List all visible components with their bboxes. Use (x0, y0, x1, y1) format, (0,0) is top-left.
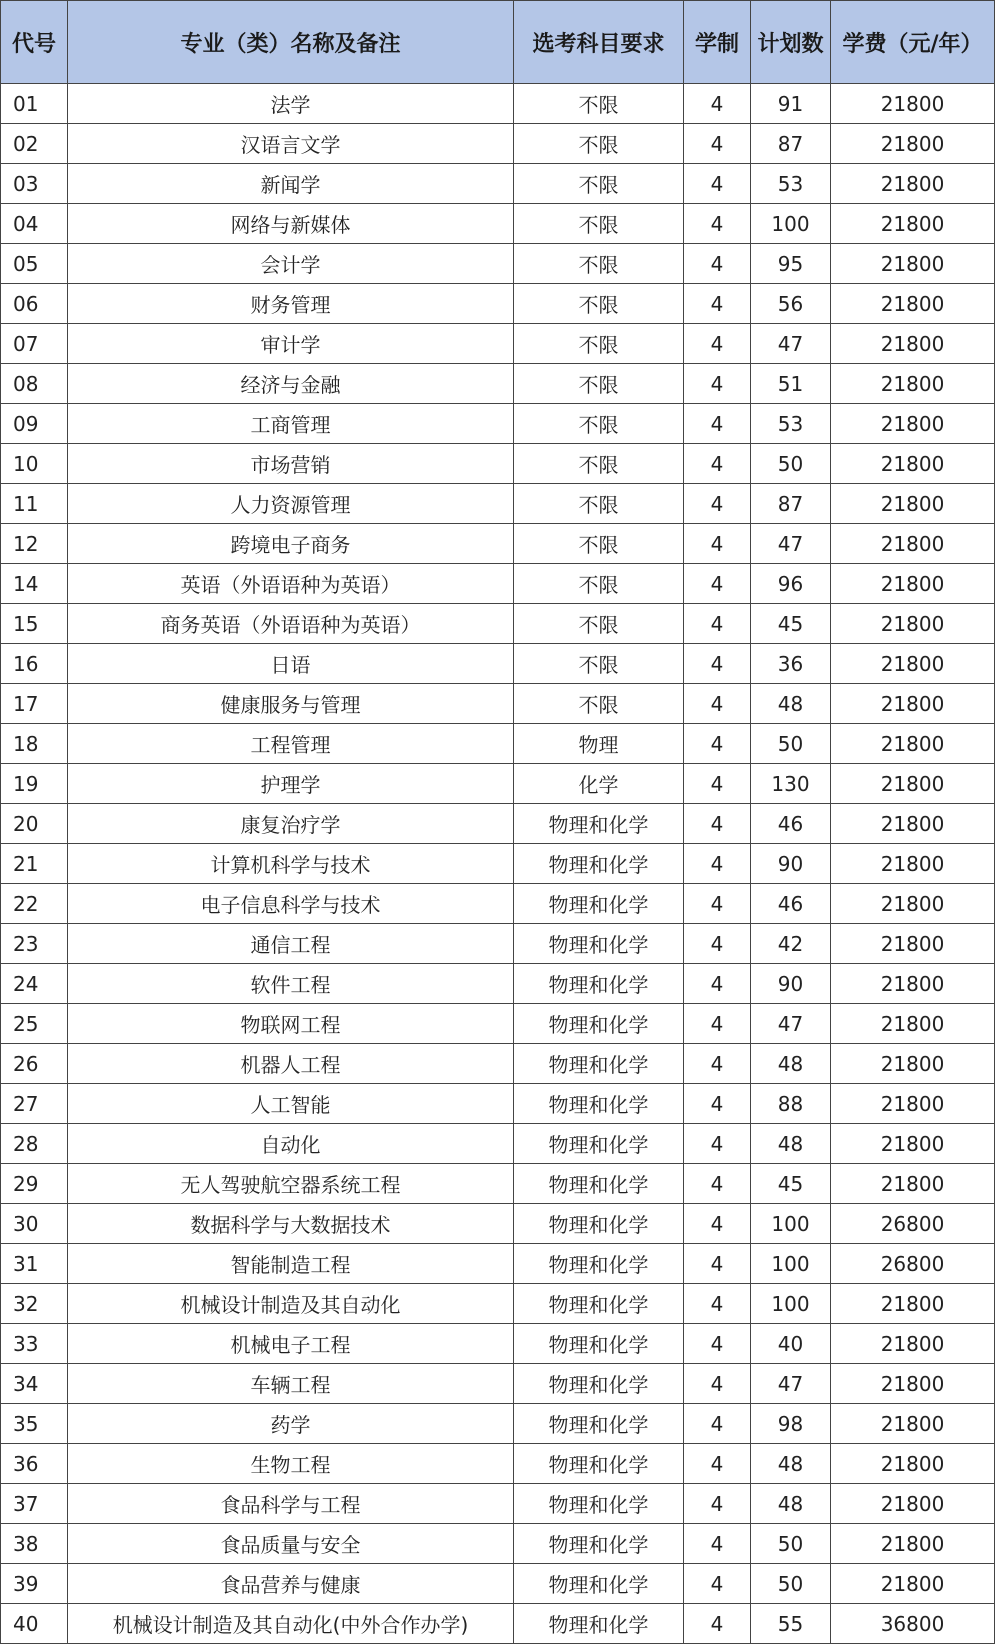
table-row (1, 204, 995, 244)
tuition-cell: 21800 (831, 524, 995, 564)
subject-requirement-cell: 物理和化学 (514, 804, 684, 844)
code-cell: 37 (1, 1484, 68, 1524)
header-tuition: 学费（元/年） (831, 1, 995, 84)
tuition-cell: 21800 (831, 124, 995, 164)
duration-cell: 4 (684, 684, 751, 724)
table-row (1, 1004, 995, 1044)
major-name-cell: 车辆工程 (68, 1364, 514, 1404)
tuition-cell: 21800 (831, 724, 995, 764)
subject-requirement-cell: 不限 (514, 644, 684, 684)
major-name-cell: 物联网工程 (68, 1004, 514, 1044)
subject-requirement-cell: 物理和化学 (514, 1524, 684, 1564)
duration-cell: 4 (684, 164, 751, 204)
tuition-cell: 21800 (831, 404, 995, 444)
tuition-cell: 21800 (831, 964, 995, 1004)
table-row (1, 964, 995, 1004)
subject-requirement-cell: 化学 (514, 764, 684, 804)
table-row (1, 1604, 995, 1644)
tuition-cell: 21800 (831, 284, 995, 324)
subject-requirement-cell: 不限 (514, 564, 684, 604)
major-name-cell: 数据科学与大数据技术 (68, 1204, 514, 1244)
duration-cell: 4 (684, 1124, 751, 1164)
plan-count-cell: 53 (751, 164, 831, 204)
duration-cell: 4 (684, 1084, 751, 1124)
plan-count-cell: 91 (751, 84, 831, 124)
tuition-cell: 21800 (831, 444, 995, 484)
duration-cell: 4 (684, 724, 751, 764)
duration-cell: 4 (684, 764, 751, 804)
plan-count-cell: 96 (751, 564, 831, 604)
subject-requirement-cell: 不限 (514, 284, 684, 324)
code-cell: 28 (1, 1124, 68, 1164)
duration-cell: 4 (684, 964, 751, 1004)
subject-requirement-cell: 物理和化学 (514, 1484, 684, 1524)
subject-requirement-cell: 不限 (514, 524, 684, 564)
major-name-cell: 商务英语（外语语种为英语） (68, 604, 514, 644)
code-cell: 21 (1, 844, 68, 884)
code-cell: 03 (1, 164, 68, 204)
major-name-cell: 智能制造工程 (68, 1244, 514, 1284)
code-cell: 32 (1, 1284, 68, 1324)
code-cell: 31 (1, 1244, 68, 1284)
table-row (1, 884, 995, 924)
plan-count-cell: 47 (751, 524, 831, 564)
plan-count-cell: 98 (751, 1404, 831, 1444)
tuition-cell: 21800 (831, 924, 995, 964)
code-cell: 26 (1, 1044, 68, 1084)
plan-count-cell: 100 (751, 1204, 831, 1244)
subject-requirement-cell: 物理和化学 (514, 1364, 684, 1404)
major-name-cell: 汉语言文学 (68, 124, 514, 164)
code-cell: 15 (1, 604, 68, 644)
major-name-cell: 财务管理 (68, 284, 514, 324)
plan-count-cell: 95 (751, 244, 831, 284)
table-row (1, 764, 995, 804)
major-name-cell: 机械电子工程 (68, 1324, 514, 1364)
tuition-cell: 26800 (831, 1244, 995, 1284)
plan-count-cell: 87 (751, 484, 831, 524)
major-name-cell: 法学 (68, 84, 514, 124)
plan-count-cell: 51 (751, 364, 831, 404)
table-row (1, 1364, 995, 1404)
duration-cell: 4 (684, 1044, 751, 1084)
plan-count-cell: 47 (751, 1004, 831, 1044)
duration-cell: 4 (684, 1284, 751, 1324)
table-row (1, 484, 995, 524)
plan-count-cell: 48 (751, 1124, 831, 1164)
duration-cell: 4 (684, 364, 751, 404)
duration-cell: 4 (684, 844, 751, 884)
tuition-cell: 21800 (831, 804, 995, 844)
subject-requirement-cell: 物理和化学 (514, 964, 684, 1004)
table-body (1, 84, 995, 1644)
tuition-cell: 21800 (831, 1044, 995, 1084)
plan-count-cell: 40 (751, 1324, 831, 1364)
subject-requirement-cell: 不限 (514, 324, 684, 364)
plan-count-cell: 45 (751, 1164, 831, 1204)
duration-cell: 4 (684, 804, 751, 844)
major-name-cell: 人力资源管理 (68, 484, 514, 524)
tuition-cell: 21800 (831, 764, 995, 804)
header-row (1, 1, 995, 84)
plan-count-cell: 48 (751, 684, 831, 724)
table-row (1, 1044, 995, 1084)
major-name-cell: 机械设计制造及其自动化 (68, 1284, 514, 1324)
duration-cell: 4 (684, 644, 751, 684)
plan-count-cell: 55 (751, 1604, 831, 1644)
major-name-cell: 软件工程 (68, 964, 514, 1004)
major-name-cell: 经济与金融 (68, 364, 514, 404)
subject-requirement-cell: 物理和化学 (514, 1604, 684, 1644)
duration-cell: 4 (684, 444, 751, 484)
table-row (1, 1124, 995, 1164)
subject-requirement-cell: 不限 (514, 404, 684, 444)
table-row (1, 1564, 995, 1604)
duration-cell: 4 (684, 604, 751, 644)
tuition-cell: 21800 (831, 604, 995, 644)
table-row (1, 1324, 995, 1364)
duration-cell: 4 (684, 884, 751, 924)
subject-requirement-cell: 不限 (514, 364, 684, 404)
tuition-cell: 21800 (831, 1004, 995, 1044)
table-row (1, 1084, 995, 1124)
table-row (1, 604, 995, 644)
code-cell: 06 (1, 284, 68, 324)
tuition-cell: 21800 (831, 484, 995, 524)
duration-cell: 4 (684, 924, 751, 964)
tuition-cell: 21800 (831, 364, 995, 404)
table-row (1, 924, 995, 964)
table-row (1, 1404, 995, 1444)
subject-requirement-cell: 不限 (514, 244, 684, 284)
code-cell: 20 (1, 804, 68, 844)
tuition-cell: 21800 (831, 1404, 995, 1444)
table-row (1, 324, 995, 364)
table-row (1, 564, 995, 604)
subject-requirement-cell: 物理和化学 (514, 1324, 684, 1364)
duration-cell: 4 (684, 524, 751, 564)
header-duration: 学制 (684, 1, 751, 84)
plan-count-cell: 46 (751, 884, 831, 924)
tuition-cell: 21800 (831, 204, 995, 244)
tuition-cell: 21800 (831, 1124, 995, 1164)
subject-requirement-cell: 物理和化学 (514, 1244, 684, 1284)
subject-requirement-cell: 物理和化学 (514, 884, 684, 924)
duration-cell: 4 (684, 1404, 751, 1444)
duration-cell: 4 (684, 1204, 751, 1244)
duration-cell: 4 (684, 1604, 751, 1644)
subject-requirement-cell: 不限 (514, 444, 684, 484)
plan-count-cell: 48 (751, 1484, 831, 1524)
code-cell: 12 (1, 524, 68, 564)
code-cell: 11 (1, 484, 68, 524)
tuition-cell: 21800 (831, 1164, 995, 1204)
subject-requirement-cell: 不限 (514, 604, 684, 644)
header-plan-count: 计划数 (751, 1, 831, 84)
header-code: 代号 (1, 1, 68, 84)
subject-requirement-cell: 不限 (514, 84, 684, 124)
plan-count-cell: 36 (751, 644, 831, 684)
table-row (1, 524, 995, 564)
duration-cell: 4 (684, 84, 751, 124)
code-cell: 35 (1, 1404, 68, 1444)
duration-cell: 4 (684, 1244, 751, 1284)
table-row (1, 124, 995, 164)
code-cell: 30 (1, 1204, 68, 1244)
duration-cell: 4 (684, 564, 751, 604)
tuition-cell: 21800 (831, 1324, 995, 1364)
tuition-cell: 21800 (831, 1364, 995, 1404)
duration-cell: 4 (684, 1484, 751, 1524)
major-name-cell: 机器人工程 (68, 1044, 514, 1084)
code-cell: 22 (1, 884, 68, 924)
subject-requirement-cell: 物理和化学 (514, 924, 684, 964)
major-name-cell: 人工智能 (68, 1084, 514, 1124)
code-cell: 05 (1, 244, 68, 284)
duration-cell: 4 (684, 1324, 751, 1364)
table-row (1, 444, 995, 484)
major-name-cell: 食品营养与健康 (68, 1564, 514, 1604)
code-cell: 18 (1, 724, 68, 764)
duration-cell: 4 (684, 284, 751, 324)
table-row (1, 644, 995, 684)
tuition-cell: 21800 (831, 644, 995, 684)
major-name-cell: 网络与新媒体 (68, 204, 514, 244)
tuition-cell: 21800 (831, 884, 995, 924)
tuition-cell: 36800 (831, 1604, 995, 1644)
duration-cell: 4 (684, 1164, 751, 1204)
code-cell: 27 (1, 1084, 68, 1124)
duration-cell: 4 (684, 204, 751, 244)
table-row (1, 804, 995, 844)
tuition-cell: 21800 (831, 844, 995, 884)
major-name-cell: 市场营销 (68, 444, 514, 484)
code-cell: 38 (1, 1524, 68, 1564)
code-cell: 25 (1, 1004, 68, 1044)
tuition-cell: 21800 (831, 1524, 995, 1564)
major-name-cell: 工程管理 (68, 724, 514, 764)
code-cell: 01 (1, 84, 68, 124)
major-name-cell: 审计学 (68, 324, 514, 364)
subject-requirement-cell: 物理和化学 (514, 1164, 684, 1204)
major-name-cell: 机械设计制造及其自动化(中外合作办学) (68, 1604, 514, 1644)
major-name-cell: 跨境电子商务 (68, 524, 514, 564)
duration-cell: 4 (684, 1364, 751, 1404)
tuition-cell: 21800 (831, 164, 995, 204)
table-row (1, 84, 995, 124)
subject-requirement-cell: 物理和化学 (514, 1564, 684, 1604)
major-name-cell: 日语 (68, 644, 514, 684)
major-name-cell: 通信工程 (68, 924, 514, 964)
tuition-cell: 21800 (831, 324, 995, 364)
plan-count-cell: 90 (751, 964, 831, 1004)
duration-cell: 4 (684, 1004, 751, 1044)
plan-count-cell: 53 (751, 404, 831, 444)
plan-count-cell: 47 (751, 1364, 831, 1404)
major-name-cell: 电子信息科学与技术 (68, 884, 514, 924)
table-row (1, 724, 995, 764)
subject-requirement-cell: 物理 (514, 724, 684, 764)
code-cell: 24 (1, 964, 68, 1004)
plan-count-cell: 56 (751, 284, 831, 324)
code-cell: 02 (1, 124, 68, 164)
subject-requirement-cell: 物理和化学 (514, 1404, 684, 1444)
plan-count-cell: 90 (751, 844, 831, 884)
code-cell: 08 (1, 364, 68, 404)
major-name-cell: 药学 (68, 1404, 514, 1444)
duration-cell: 4 (684, 1564, 751, 1604)
table-row (1, 364, 995, 404)
plan-count-cell: 46 (751, 804, 831, 844)
tuition-cell: 21800 (831, 1564, 995, 1604)
major-name-cell: 康复治疗学 (68, 804, 514, 844)
code-cell: 29 (1, 1164, 68, 1204)
major-name-cell: 健康服务与管理 (68, 684, 514, 724)
table-row (1, 1164, 995, 1204)
code-cell: 04 (1, 204, 68, 244)
code-cell: 39 (1, 1564, 68, 1604)
plan-count-cell: 45 (751, 604, 831, 644)
tuition-cell: 21800 (831, 244, 995, 284)
code-cell: 36 (1, 1444, 68, 1484)
duration-cell: 4 (684, 244, 751, 284)
major-name-cell: 计算机科学与技术 (68, 844, 514, 884)
major-name-cell: 食品质量与安全 (68, 1524, 514, 1564)
plan-count-cell: 88 (751, 1084, 831, 1124)
major-name-cell: 无人驾驶航空器系统工程 (68, 1164, 514, 1204)
subject-requirement-cell: 物理和化学 (514, 1084, 684, 1124)
plan-count-cell: 50 (751, 724, 831, 764)
plan-count-cell: 42 (751, 924, 831, 964)
major-name-cell: 自动化 (68, 1124, 514, 1164)
subject-requirement-cell: 物理和化学 (514, 844, 684, 884)
subject-requirement-cell: 不限 (514, 204, 684, 244)
code-cell: 33 (1, 1324, 68, 1364)
table-row (1, 404, 995, 444)
code-cell: 17 (1, 684, 68, 724)
major-name-cell: 英语（外语语种为英语） (68, 564, 514, 604)
table-row (1, 244, 995, 284)
subject-requirement-cell: 不限 (514, 164, 684, 204)
tuition-cell: 21800 (831, 1484, 995, 1524)
subject-requirement-cell: 物理和化学 (514, 1044, 684, 1084)
subject-requirement-cell: 不限 (514, 124, 684, 164)
code-cell: 16 (1, 644, 68, 684)
duration-cell: 4 (684, 484, 751, 524)
table-row (1, 164, 995, 204)
subject-requirement-cell: 不限 (514, 484, 684, 524)
major-name-cell: 新闻学 (68, 164, 514, 204)
major-name-cell: 护理学 (68, 764, 514, 804)
tuition-cell: 21800 (831, 1284, 995, 1324)
plan-count-cell: 50 (751, 1564, 831, 1604)
major-name-cell: 生物工程 (68, 1444, 514, 1484)
code-cell: 14 (1, 564, 68, 604)
plan-count-cell: 48 (751, 1044, 831, 1084)
tuition-cell: 21800 (831, 1084, 995, 1124)
code-cell: 19 (1, 764, 68, 804)
subject-requirement-cell: 物理和化学 (514, 1204, 684, 1244)
table-row (1, 1524, 995, 1564)
code-cell: 40 (1, 1604, 68, 1644)
table-row (1, 1444, 995, 1484)
plan-count-cell: 100 (751, 204, 831, 244)
tuition-cell: 21800 (831, 84, 995, 124)
duration-cell: 4 (684, 1444, 751, 1484)
tuition-cell: 26800 (831, 1204, 995, 1244)
subject-requirement-cell: 物理和化学 (514, 1284, 684, 1324)
plan-count-cell: 100 (751, 1244, 831, 1284)
plan-count-cell: 50 (751, 1524, 831, 1564)
major-name-cell: 工商管理 (68, 404, 514, 444)
tuition-cell: 21800 (831, 564, 995, 604)
table-row (1, 684, 995, 724)
code-cell: 23 (1, 924, 68, 964)
subject-requirement-cell: 不限 (514, 684, 684, 724)
header-subject-requirement: 选考科目要求 (514, 1, 684, 84)
code-cell: 10 (1, 444, 68, 484)
header-major-name: 专业（类）名称及备注 (68, 1, 514, 84)
plan-count-cell: 130 (751, 764, 831, 804)
subject-requirement-cell: 物理和化学 (514, 1444, 684, 1484)
code-cell: 34 (1, 1364, 68, 1404)
duration-cell: 4 (684, 124, 751, 164)
plan-count-cell: 50 (751, 444, 831, 484)
plan-count-cell: 100 (751, 1284, 831, 1324)
plan-count-cell: 48 (751, 1444, 831, 1484)
table-row (1, 1244, 995, 1284)
tuition-cell: 21800 (831, 684, 995, 724)
plan-count-cell: 87 (751, 124, 831, 164)
plan-count-cell: 47 (751, 324, 831, 364)
code-cell: 07 (1, 324, 68, 364)
duration-cell: 4 (684, 404, 751, 444)
code-cell: 09 (1, 404, 68, 444)
major-name-cell: 会计学 (68, 244, 514, 284)
subject-requirement-cell: 物理和化学 (514, 1124, 684, 1164)
table-row (1, 284, 995, 324)
table-row (1, 1204, 995, 1244)
subject-requirement-cell: 物理和化学 (514, 1004, 684, 1044)
duration-cell: 4 (684, 324, 751, 364)
table-row (1, 1484, 995, 1524)
table-row (1, 1284, 995, 1324)
table-row (1, 844, 995, 884)
tuition-cell: 21800 (831, 1444, 995, 1484)
major-name-cell: 食品科学与工程 (68, 1484, 514, 1524)
duration-cell: 4 (684, 1524, 751, 1564)
